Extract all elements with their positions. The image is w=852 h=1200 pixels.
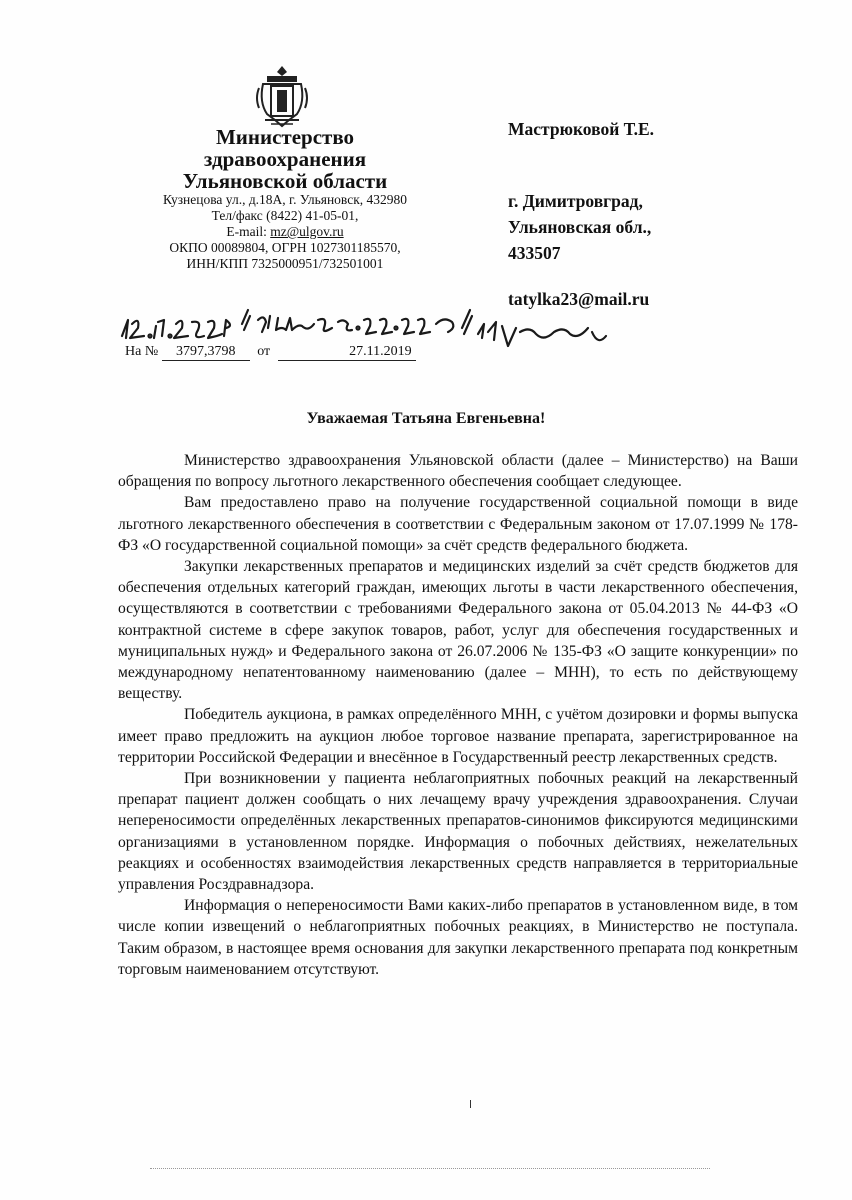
letter-body [118,450,798,980]
handwritten-registration-mark [118,306,618,376]
org-name-line: Министерство [215,125,355,149]
org-email-link[interactable]: mz@ulgov.ru [270,224,344,239]
recipient-address-line: 433507 [508,243,561,263]
na-label: На № [125,344,159,359]
ot-label: от [257,344,271,359]
org-email-line [140,224,430,240]
body-paragraph: Победитель аукциона, в рамках определённого МНН, с учётом дозировки и формы выпуска имеет право предложить на аукцион любое торговое название препарата, зарегистрированное на территории Российской Федерации и внесённое в Государственный реестр лекарственных средств. [118,706,798,766]
recipient-address-line: Ульяновская обл., [508,217,652,237]
body-paragraph: Министерство здравоохранения Ульяновской области (далее – Министерство) на Ваши обращения по вопросу льготного лекарственного обеспечения сообщает следующее. [118,452,798,491]
scan-edge-line [150,1168,710,1169]
recipient-email: tatylka23@mail.ru [508,289,650,309]
org-email-label: E-mail: [226,224,271,239]
registration-number: 3797,3798 [162,344,250,361]
scan-speck [470,1100,471,1108]
coat-of-arms-emblem [253,62,311,132]
body-paragraph: При возникновении у пациента неблагоприятных побочных реакций на лекарственный препарат пациент должен сообщать о них лечащему врачу учреждения здравоохранения. Случаи непереносимости определённых лекарственных препаратов-синонимов фиксируются медицинскими организациями в установленном порядке. Информация о побочных действиях, нежелательных реакциях и особенностях взаимодействия лекарственных средств направляется в территориальные управления Росздравнадзора. [118,770,798,894]
org-name-line: Ульяновской области [182,169,388,193]
registration-line [125,344,445,361]
recipient-name: Мастрюковой Т.Е. [508,119,654,139]
registration-date: 27.11.2019 [278,344,416,361]
recipient-address [508,188,651,266]
org-name-line: здравоохранения [203,147,367,171]
org-okpo: ОКПО 00089804, ОГРН 1027301185570, [169,240,401,255]
greeting: Уважаемая Татьяна Евгеньевна! [306,410,546,427]
org-phone: Тел/факс (8422) 41-05-01, [211,208,359,223]
body-paragraph: Закупки лекарственных препаратов и медицинских изделий за счёт средств бюджетов для обеспечения отдельных категорий граждан, имеющих льготы в части лекарственного обеспечения, осуществляются в соответствии с требованиями Федерального закона от 05.04.2013 № 44-ФЗ «О контрактной системе в сфере закупок товаров, работ, услуг для обеспечения государственных и муниципальных нужд» и Федерального закона от 26.07.2006 № 135-ФЗ «О защите конкуренции» по международному непатентованному наименованию (далее – МНН), то есть по действующему веществу. [118,558,798,703]
sender-block [140,126,430,272]
org-address: Кузнецова ул., д.18А, г. Ульяновск, 432980 [162,192,408,207]
body-paragraph: Информация о непереносимости Вами каких-либо препаратов в установленном виде, в том числе копии извещений о неблагоприятных побочных реакциях, в Министерство не поступала. Таким образом, в настоящее время основания для закупки лекарственного препарата под конкретным торговым наименованием отсутствуют. [118,897,798,978]
recipient-address-line: г. Димитровград, [508,191,643,211]
org-inn: ИНН/КПП 7325000951/732501001 [186,256,384,271]
body-paragraph: Вам предоставлено право на получение государственной социальной помощи в виде льготного лекарственного обеспечения в соответствии с Федеральным законом от 17.07.1999 № 178-ФЗ «О государственной социальной помощи» за счёт средств федерального бюджета. [118,494,798,554]
